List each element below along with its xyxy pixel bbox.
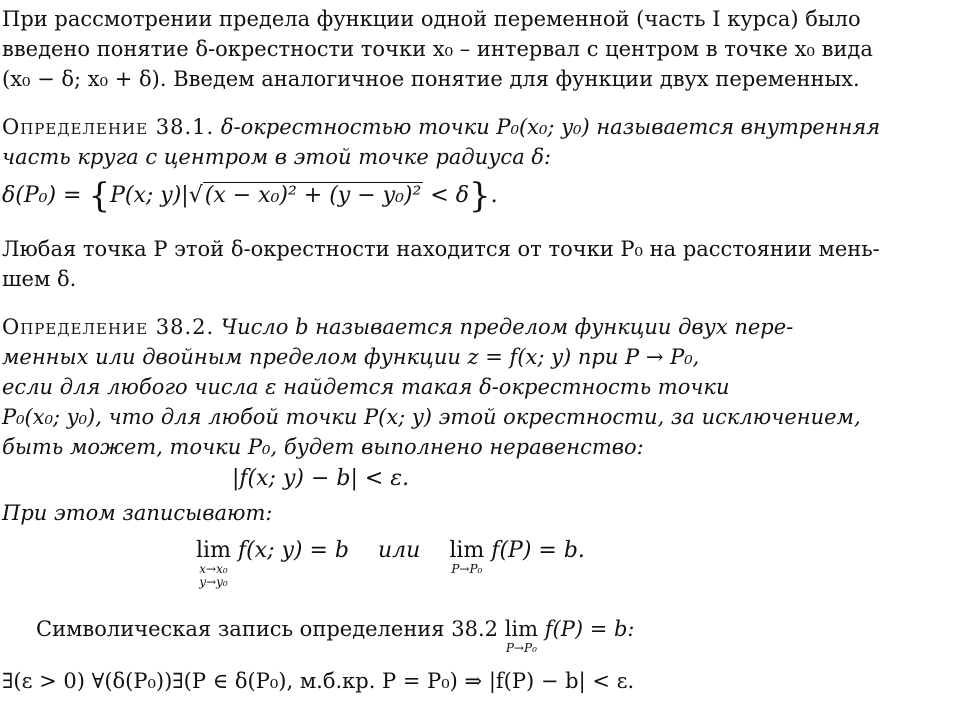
limit-expression-1: f(x; y) = b [237, 538, 349, 563]
formula-lhs: δ(P₀) = [2, 183, 89, 208]
definition-38-1-heading: Определение 38.1. [2, 115, 215, 139]
formula-end: . [490, 183, 498, 208]
definition-38-2-line-5: быть может, точки P₀, будет выполнено неравенство: [2, 435, 644, 459]
limit-operator-2: lim P→P₀ [449, 538, 485, 576]
definition-38-2-heading: Определение 38.2. [2, 315, 215, 339]
limit-sub-y: y→y₀ [199, 575, 228, 589]
limit-sub-x: x→x₀ [199, 562, 228, 576]
formula-set: P(x; y)| [110, 183, 189, 208]
symbolic-limit-expression: f(P) = b: [544, 617, 635, 641]
definition-38-2-text-1: Число b называется пределом функции двух пере- [220, 315, 794, 339]
sqrt-symbol: √ [188, 183, 203, 208]
definition-38-1-line-2: часть круга с центром в этой точке радиуса δ: [2, 145, 552, 169]
limit-sub-p: P→P₀ [451, 562, 483, 576]
paragraph-1-line-1: При рассмотрении предела функции одной переменной (часть I курса) было [2, 7, 861, 31]
definition-38-2-line-2: менных или двойным пределом функции z = f(x; y) при P → P₀, [2, 345, 700, 369]
paragraph-2-line-1: Любая точка P этой δ-окрестности находится от точки P₀ на расстоянии мень- [2, 237, 880, 261]
symbolic-limit-operator: lim P→P₀ [504, 617, 539, 655]
limit-operator-1: lim x→x₀ y→y₀ [196, 538, 231, 589]
write-intro: При этом записывают: [2, 501, 273, 525]
paragraph-1-line-2: введено понятие δ-окрестности точки x₀ – интервал с центром в точке x₀ вида [2, 37, 873, 61]
sqrt-radicand: (x − x₀)² + (y − y₀)² [204, 183, 422, 208]
limit-expression-2: f(P) = b. [491, 538, 585, 563]
double-limit-formula [196, 538, 585, 589]
symbolic-intro: Символическая запись определения 38.2 [36, 617, 498, 641]
formula-rhs: < δ [423, 183, 469, 208]
definition-38-1-text-1: δ-окрестностью точки P₀(x₀; y₀) называется внутренняя [220, 115, 881, 139]
symbolic-statement: ∃(ε > 0) ∀(δ(P₀))∃(P ∈ δ(P₀), м.б.кр. P = P₀) ⇒ |f(P) − b| < ε. [2, 669, 635, 693]
definition-38-1-line-1 [2, 114, 880, 140]
symbolic-intro-line [36, 616, 635, 655]
definition-38-2-line-1 [2, 314, 793, 340]
definition-38-2-line-3: если для любого числа ε найдется такая δ-окрестность точки [2, 375, 730, 399]
or-word: или [378, 538, 421, 563]
neighborhood-formula [2, 176, 498, 216]
left-brace: { [88, 176, 111, 216]
right-brace: } [468, 176, 491, 216]
paragraph-1-line-3: (x₀ − δ; x₀ + δ). Введем аналогичное понятие для функции двух переменных. [2, 67, 860, 91]
paragraph-2-line-2: шем δ. [2, 267, 77, 291]
definition-38-2-line-4: P₀(x₀; y₀), что для любой точки P(x; y) этой окрестности, за исключением, [2, 405, 861, 429]
inequality-formula: |f(x; y) − b| < ε. [232, 466, 410, 491]
symbolic-limit-sub: P→P₀ [505, 641, 537, 655]
